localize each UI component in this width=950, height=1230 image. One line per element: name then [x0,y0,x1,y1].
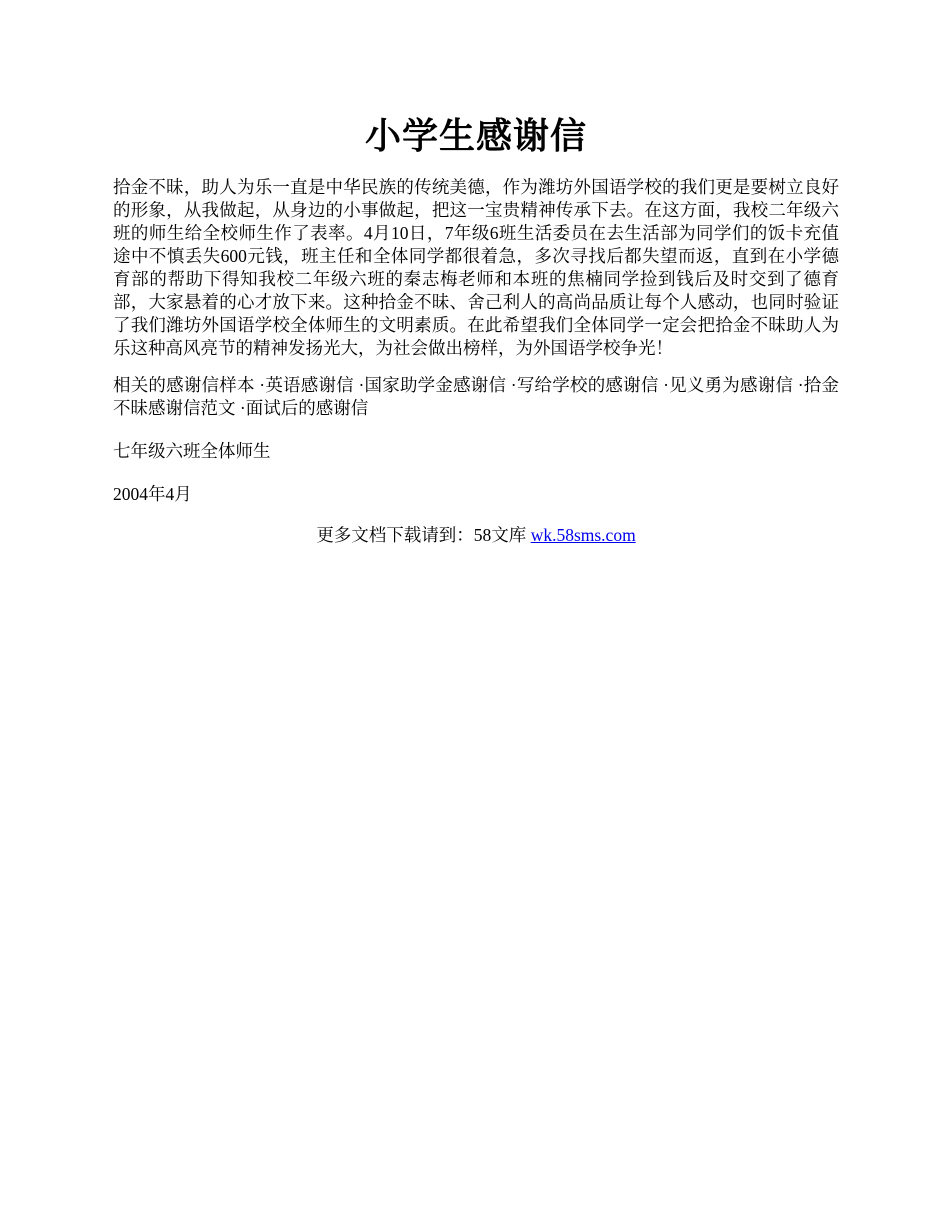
download-footer [113,524,839,547]
download-link[interactable]: wk.58sms.com [530,525,636,545]
footer-text: 更多文档下载请到：58文库 [316,525,531,545]
signature: 七年级六班全体师生 [113,441,271,461]
letter-body: 拾金不昧，助人为乐一直是中华民族的传统美德，作为潍坊外国语学校的我们更是要树立良好的形象，从我做起，从身边的小事做起，把这一宝贵精神传承下去。在这方面，我校二年级六班的师生给全校师生作了表率。4月10日，7年级6班生活委员在去生活部为同学们的饭卡充值途中不慎丢失600元钱，班主任和全体同学都很着急，多次寻找后都失望而返，直到在小学德育部的帮助下得知我校二年级六班的秦志梅老师和本班的焦楠同学捡到钱后及时交到了德育部，大家悬着的心才放下来。这种拾金不昧、舍己利人的高尚品质让每个人感动，也同时验证了我们潍坊外国语学校全体师生的文明素质。在此希望我们全体同学一定会把拾金不昧助人为乐这种高风亮节的精神发扬光大，为社会做出榜样，为外国语学校争光！ [113,177,839,358]
related-letters: 相关的感谢信样本 ·英语感谢信 ·国家助学金感谢信 ·写给学校的感谢信 ·见义勇为感谢信 ·拾金不昧感谢信范文 ·面试后的感谢信 [113,375,839,418]
document-page [113,110,839,547]
document-title: 小学生感谢信 [364,116,587,156]
letter-date: 2004年4月 [113,484,192,504]
